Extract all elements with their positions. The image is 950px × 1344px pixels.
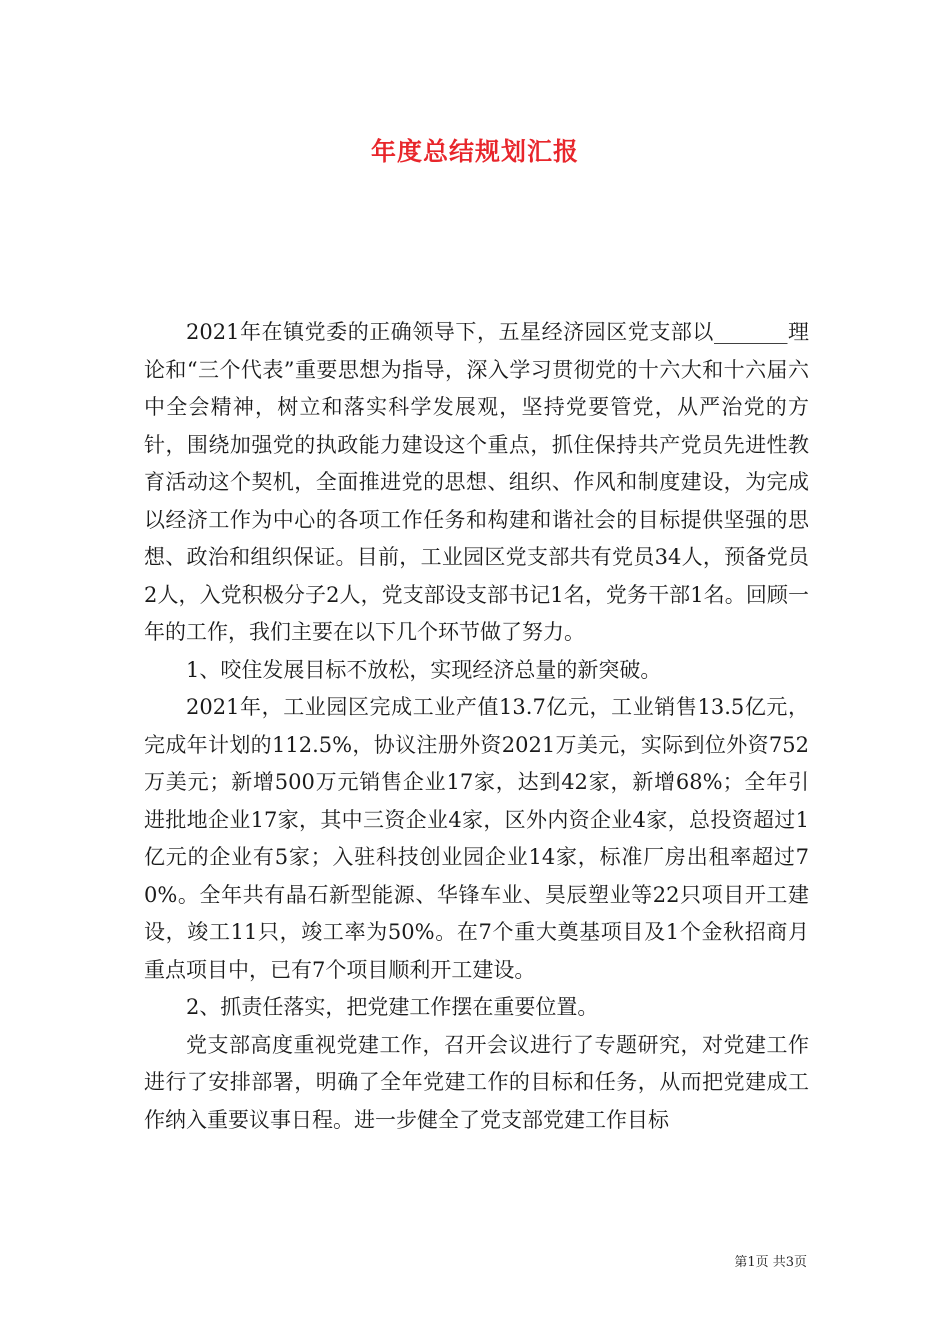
- paragraph-intro: 2021年在镇党委的正确领导下，五星经济园区党支部以_______理论和“三个代表”重要思想为指导，深入学习贯彻党的十六大和十六届六中全会精神，树立和落实科学发展观，坚持党要管党，从严治党的方针，围绕加强党的执政能力建设这个重点，抓住保持共产党员先进性教育活动这个契机，全面推进党的思想、组织、作风和制度建设，为完成以经济工作为中心的各项工作任务和构建和谐社会的目标提供坚强的思想、政治和组织保证。目前，工业园区党支部共有党员34人，预备党员2人，入党积极分子2人，党支部设支部书记1名，党务干部1名。回顾一年的工作，我们主要在以下几个环节做了努力。: [144, 320, 809, 644]
- section-heading-1: 1、咬住发展目标不放松，实现经济总量的新突破。: [186, 657, 662, 682]
- page-number-footer: 第1页 共3页: [734, 1255, 807, 1270]
- document-title: 年度总结规划汇报: [370, 137, 579, 166]
- document-body: [144, 314, 809, 1139]
- paragraph-party-building: 党支部高度重视党建工作，召开会议进行了专题研究，对党建工作进行了安排部署，明确了全年党建工作的目标和任务，从而把党建成工作纳入重要议事日程。进一步健全了党支部党建工作目标: [144, 1032, 809, 1132]
- paragraph-economy: 2021年，工业园区完成工业产值13.7亿元，工业销售13.5亿元，完成年计划的112.5%，协议注册外资2021万美元，实际到位外资752万美元；新增500万元销售企业17家，达到42家，新增68%；全年引进批地企业17家，其中三资企业4家，区外内资企业4家，总投资超过1亿元的企业有5家；入驻科技创业园企业14家，标准厂房出租率超过70%。全年共有晶石新型能源、华锋车业、昊辰塑业等22只项目开工建设，竣工11只，竣工率为50%。在7个重大奠基项目及1个金秋招商月重点项目中，已有7个项目顺利开工建设。: [144, 695, 809, 982]
- section-heading-2: 2、抓责任落实，把党建工作摆在重要位置。: [186, 995, 599, 1019]
